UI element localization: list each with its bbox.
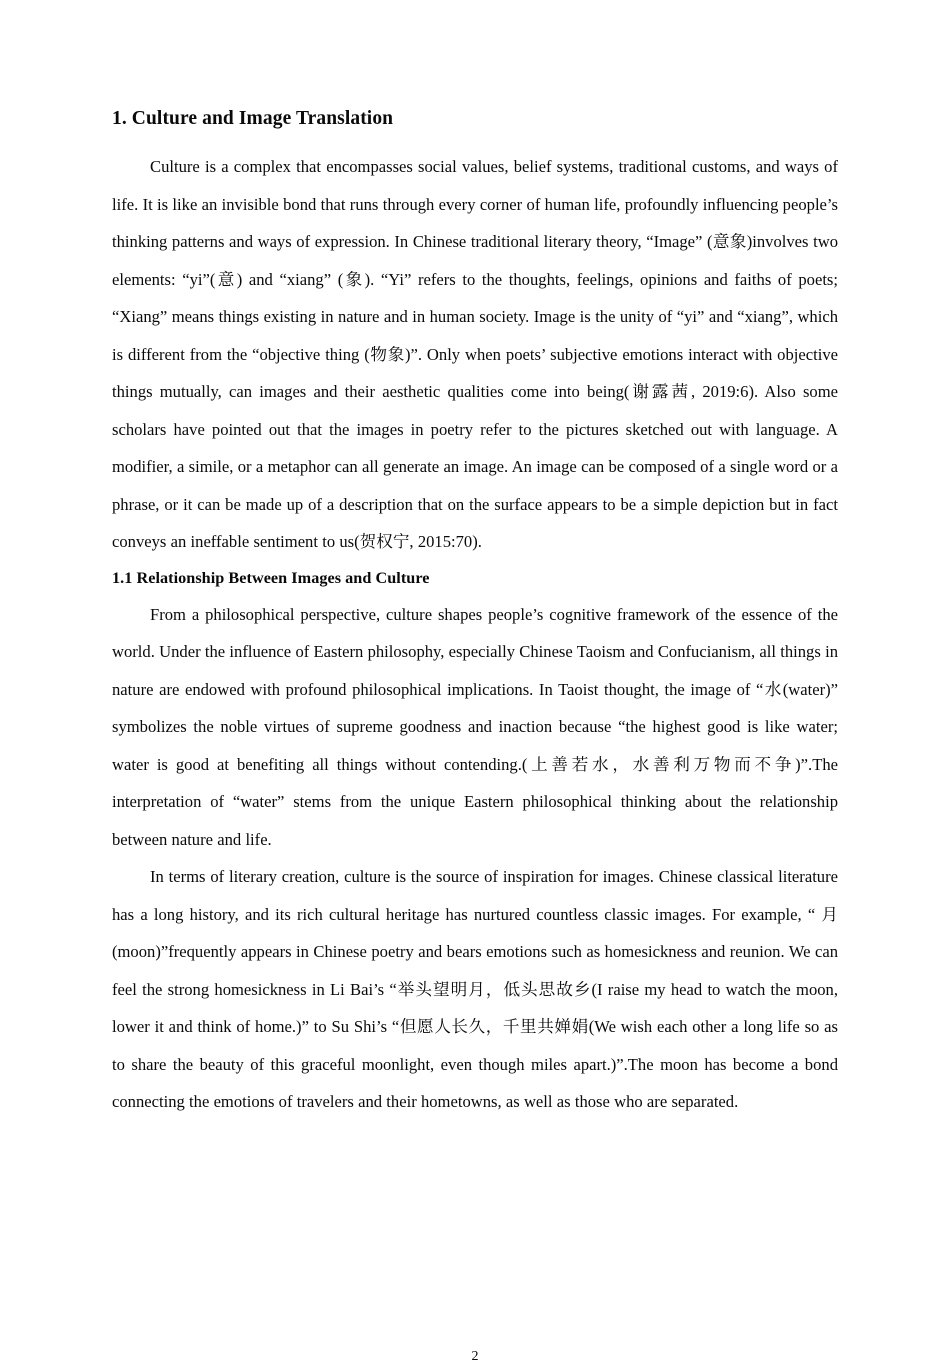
- section-heading-1: 1. Culture and Image Translation: [112, 108, 394, 129]
- section-heading-1-1: 1.1 Relationship Between Images and Culture: [112, 568, 430, 587]
- page-text-block: [112, 104, 838, 1364]
- page-number: 2: [471, 1349, 479, 1364]
- paragraph-literary-creation: In terms of literary creation, culture is the source of inspiration for images. Chinese classical literature has a long history, and its rich cultural heritage has nurtured countless classic images. For example, “ 月 (moon)”frequently appears in Chinese poetry and bears emotions such as homesickness and reunion. We can feel the strong homesickness in Li Bai’s “举头望明月，低头思故乡(I raise my head to watch the moon, lower it and think of home.)” to Su Shi’s “但愿人长久，千里共婵娟(We wish each other a long life so as to share the beauty of this graceful moonlight, even though miles apart.)”.The moon has become a bond connecting the emotions of travelers and their hometowns, as well as those who are separated.: [112, 867, 838, 1111]
- paragraph-culture-definition: Culture is a complex that encompasses social values, belief systems, traditional customs, and ways of life. It is like an invisible bond that runs through every corner of human life, profoundly influencing people’s thinking patterns and ways of expression. In Chinese traditional literary theory, “Image” (意象)involves two elements: “yi”(意) and “xiang” (象). “Yi” refers to the thoughts, feelings, opinions and faiths of poets; “Xiang” means things existing in nature and in human society. Image is the unity of “yi” and “xiang”, which is different from the “objective thing (物象)”. Only when poets’ subjective emotions interact with objective things mutually, can images and their aesthetic qualities come into being(谢露茜, 2019:6). Also some scholars have pointed out that the images in poetry refer to the pictures sketched out with language. A modifier, a simile, or a metaphor can all generate an image. An image can be composed of a single word or a phrase, or it can be made up of a description that on the surface appears to be a simple depiction but in fact conveys an ineffable sentiment to us(贺权宁, 2015:70).: [112, 157, 838, 551]
- paragraph-philosophical-perspective: From a philosophical perspective, culture shapes people’s cognitive framework of the essence of the world. Under the influence of Eastern philosophy, especially Chinese Taoism and Confucianism, all things in nature are endowed with profound philosophical implications. In Taoist thought, the image of “水(water)” symbolizes the noble virtues of supreme goodness and inaction because “the highest good is like water; water is good at benefiting all things without contending.(上善若水，水善利万物而不争)”.The interpretation of “water” stems from the unique Eastern philosophical thinking about the relationship between nature and life.: [112, 604, 838, 849]
